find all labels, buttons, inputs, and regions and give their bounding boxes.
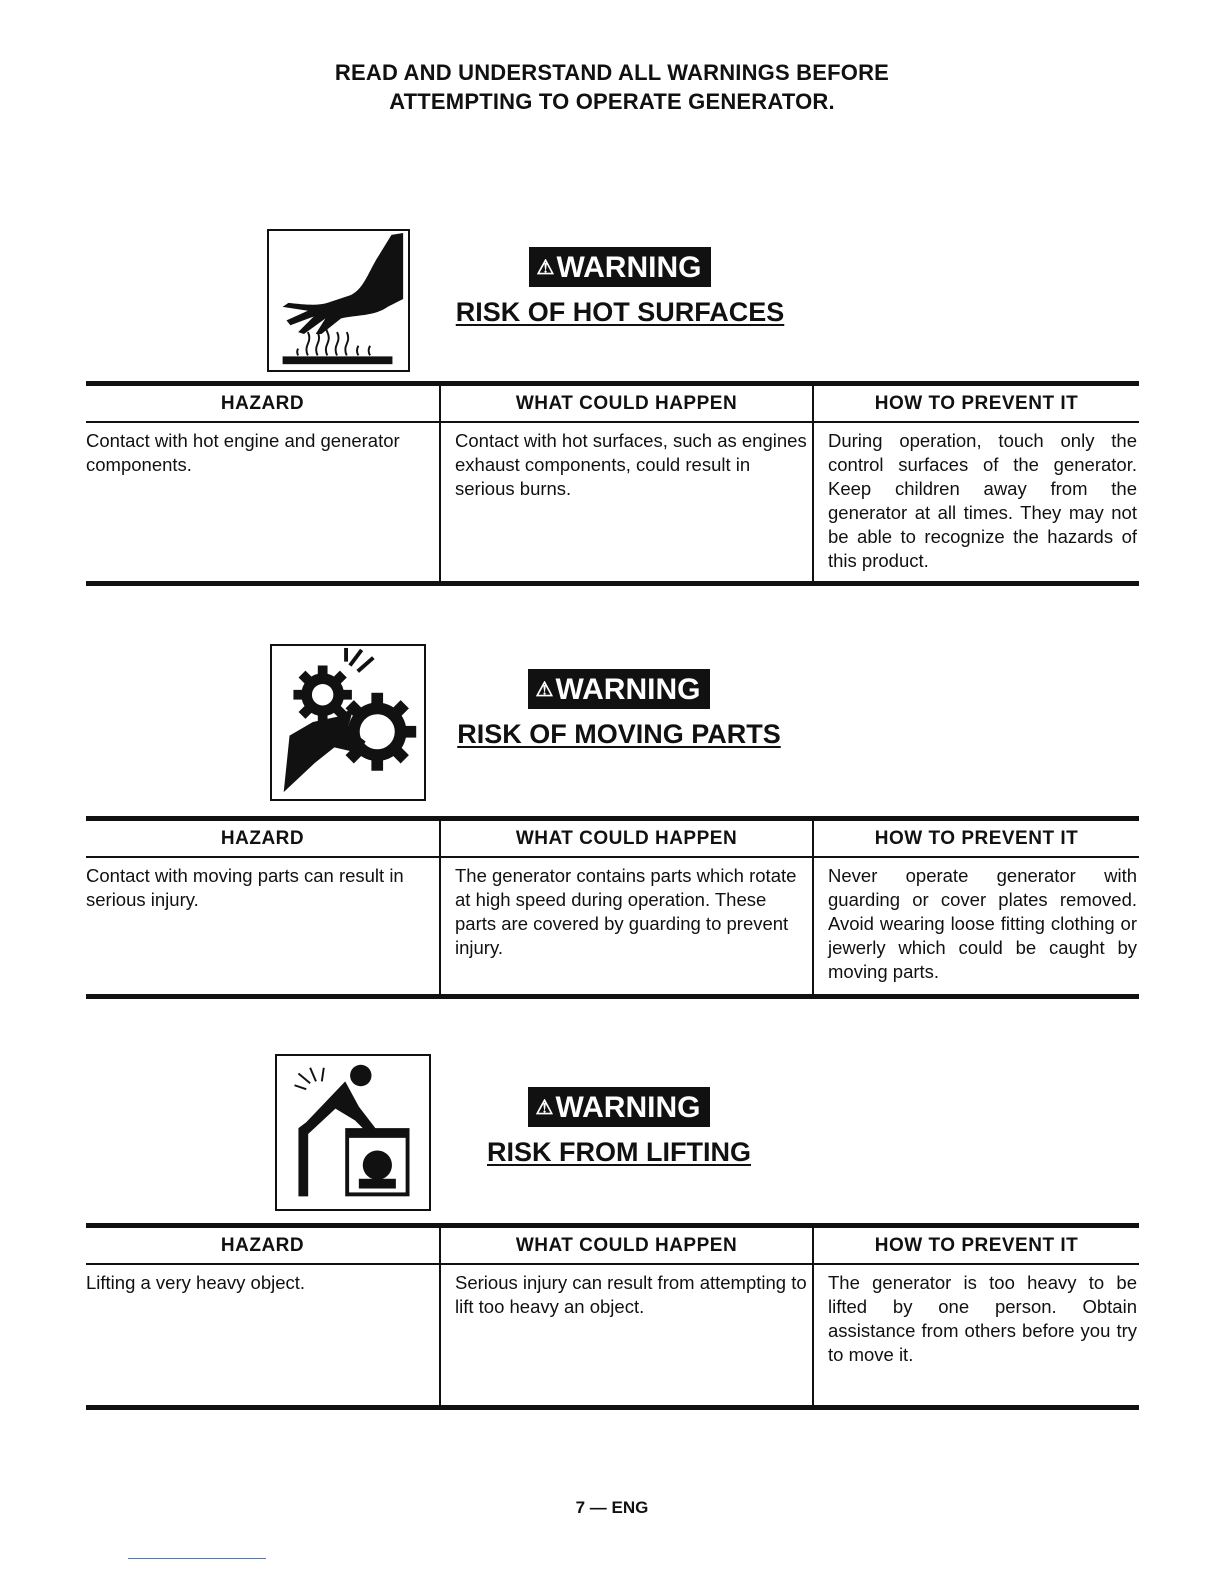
column-header-what-could-happen: WHAT COULD HAPPEN bbox=[440, 1226, 813, 1265]
column-header-what-could-happen: WHAT COULD HAPPEN bbox=[440, 819, 813, 858]
column-header-how-to-prevent: HOW TO PREVENT IT bbox=[813, 384, 1139, 423]
table-header-row bbox=[86, 384, 1139, 423]
how-to-prevent-cell: The generator is too heavy to be lifted by one person. Obtain assistance from others before you try to move it. bbox=[813, 1264, 1139, 1408]
warning-block-hot-surfaces bbox=[420, 247, 820, 328]
warning-label: WARNING bbox=[556, 251, 702, 284]
what-could-happen-cell: Serious injury can result from attempting to lift too heavy an object. bbox=[440, 1264, 813, 1408]
column-header-hazard: HAZARD bbox=[86, 384, 440, 423]
table-row bbox=[86, 1264, 1139, 1408]
warning-triangle-icon: ⚠ bbox=[535, 679, 554, 701]
warning-label: WARNING bbox=[555, 1091, 701, 1124]
moving-gears-hand-icon bbox=[270, 644, 426, 801]
risk-title: RISK FROM LIFTING bbox=[487, 1137, 751, 1167]
page-heading bbox=[0, 58, 1224, 116]
risk-title: RISK OF MOVING PARTS bbox=[457, 719, 781, 749]
page-number: 7 — ENG bbox=[575, 1498, 649, 1517]
warning-triangle-icon: ⚠ bbox=[536, 257, 555, 279]
warning-block-moving-parts bbox=[419, 669, 819, 750]
warning-badge bbox=[528, 1087, 711, 1127]
column-header-what-could-happen: WHAT COULD HAPPEN bbox=[440, 384, 813, 423]
column-header-hazard: HAZARD bbox=[86, 819, 440, 858]
warning-badge bbox=[528, 669, 711, 709]
table-row bbox=[86, 422, 1139, 584]
table-header-row bbox=[86, 1226, 1139, 1265]
warning-badge bbox=[529, 247, 712, 287]
hazard-table-hot-surfaces bbox=[86, 381, 1139, 586]
risk-title: RISK OF HOT SURFACES bbox=[455, 297, 785, 327]
warning-block-lifting bbox=[419, 1087, 819, 1168]
hot-surface-hand-icon bbox=[267, 229, 410, 372]
divider bbox=[128, 1558, 266, 1559]
warning-label: WARNING bbox=[555, 673, 701, 706]
how-to-prevent-cell: Never operate generator with guarding or cover plates removed. Avoid wearing loose fitting clothing or jewerly which could be caught by moving parts. bbox=[813, 857, 1139, 997]
table-header-row bbox=[86, 819, 1139, 858]
how-to-prevent-cell: During operation, touch only the control surfaces of the generator. Keep children away from the generator at all times. They may not be able to recognize the hazards of this product. bbox=[813, 422, 1139, 584]
column-header-hazard: HAZARD bbox=[86, 1226, 440, 1265]
page-heading-line-1: READ AND UNDERSTAND ALL WARNINGS BEFORE bbox=[334, 60, 890, 85]
column-header-how-to-prevent: HOW TO PREVENT IT bbox=[813, 819, 1139, 858]
column-header-how-to-prevent: HOW TO PREVENT IT bbox=[813, 1226, 1139, 1265]
hazard-cell: Lifting a very heavy object. bbox=[86, 1264, 440, 1408]
hazard-cell: Contact with moving parts can result in serious injury. bbox=[86, 857, 440, 997]
what-could-happen-cell: Contact with hot surfaces, such as engines exhaust components, could result in serious burns. bbox=[440, 422, 813, 584]
hazard-cell: Contact with hot engine and generator components. bbox=[86, 422, 440, 584]
table-row bbox=[86, 857, 1139, 997]
page-heading-line-2: ATTEMPTING TO OPERATE GENERATOR. bbox=[389, 89, 835, 114]
heavy-lifting-person-icon bbox=[275, 1054, 431, 1211]
hazard-table-moving-parts bbox=[86, 816, 1139, 999]
hazard-table-lifting bbox=[86, 1223, 1139, 1410]
warning-triangle-icon: ⚠ bbox=[535, 1097, 554, 1119]
what-could-happen-cell: The generator contains parts which rotate at high speed during operation. These parts are covered by guarding to prevent injury. bbox=[440, 857, 813, 997]
